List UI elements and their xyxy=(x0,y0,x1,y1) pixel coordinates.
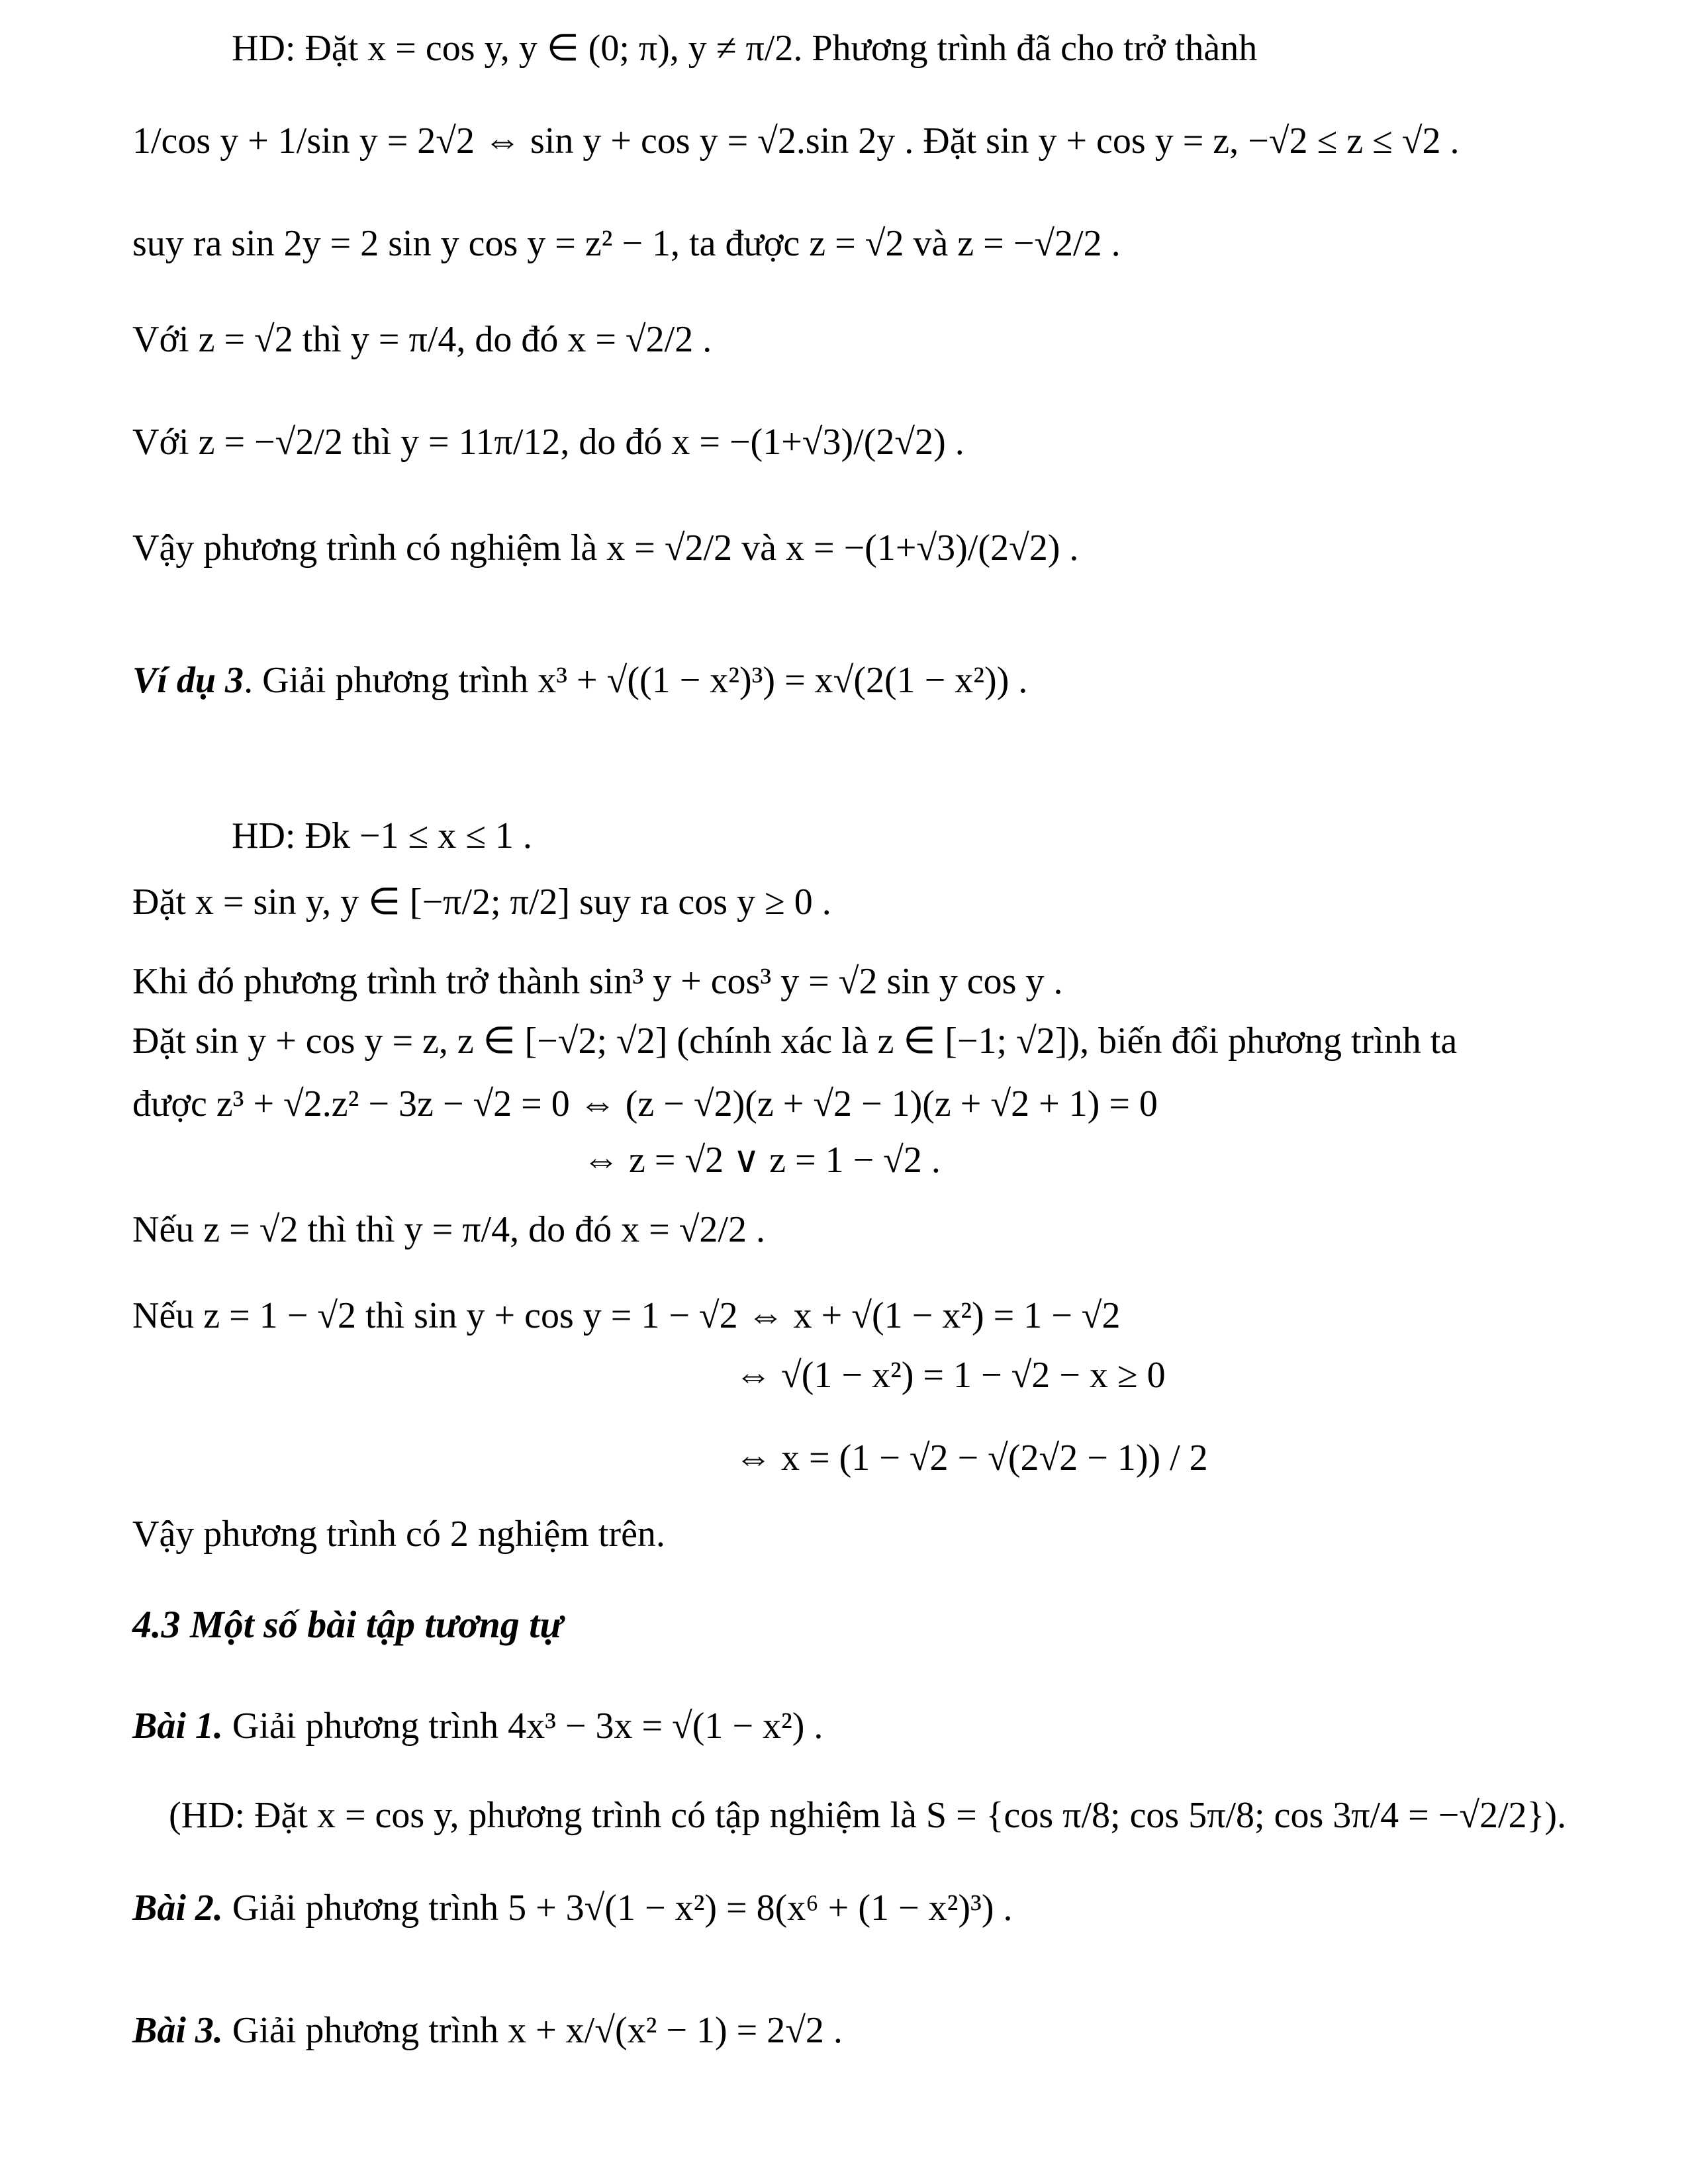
equation-line-2: 1/cos y + 1/sin y = 2√2 ⇔ sin y + cos y = √2.sin 2y . Đặt sin y + cos y = z, −√2 ≤ z ≤ √2 . xyxy=(132,120,1460,161)
line-4: Với z = √2 thì y = π/4, do đó x = √2/2 . xyxy=(132,319,712,360)
line-17: ⇔ x = (1 − √2 − √(2√2 − 1)) / 2 xyxy=(735,1437,1208,1479)
example-3-label: Ví dụ 3 xyxy=(132,660,244,701)
hd-condition: HD: Đk −1 ≤ x ≤ 1 . xyxy=(232,815,532,856)
hd-line-1: HD: Đặt x = cos y, y ∈ (0; π), y ≠ π/2. Phương trình đã cho trở thành xyxy=(232,28,1258,69)
line-12: được z³ + √2.z² − 3z − √2 = 0 ⇔ (z − √2)(z + √2 − 1)(z + √2 + 1) = 0 xyxy=(132,1083,1158,1124)
line-9: Đặt x = sin y, y ∈ [−π/2; π/2] suy ra cos y ≥ 0 . xyxy=(132,882,831,923)
line-6: Vậy phương trình có nghiệm là x = √2/2 và x = −(1+√3)/(2√2) . xyxy=(132,527,1079,569)
exercise-1 xyxy=(132,1704,823,1749)
exercise-1-label: Bài 1. xyxy=(132,1706,223,1747)
line-11: Đặt sin y + cos y = z, z ∈ [−√2; √2] (chính xác là z ∈ [−1; √2]), biến đổi phương trình ta xyxy=(132,1021,1458,1062)
exercise-2-text: Giải phương trình 5 + 3√(1 − x²) = 8(x⁶ + (1 − x²)³) . xyxy=(222,1888,1013,1929)
exercise-2 xyxy=(132,1886,1013,1931)
line-18: Vậy phương trình có 2 nghiệm trên. xyxy=(132,1514,665,1555)
exercise-2-label: Bài 2. xyxy=(132,1888,223,1929)
exercise-3-label: Bài 3. xyxy=(132,2010,223,2051)
line-14: Nếu z = √2 thì thì y = π/4, do đó x = √2/2 . xyxy=(132,1209,765,1250)
exercise-3-text: Giải phương trình x + x/√(x² − 1) = 2√2 . xyxy=(222,2010,843,2051)
line-3: suy ra sin 2y = 2 sin y cos y = z² − 1, ta được z = √2 và z = −√2/2 . xyxy=(132,223,1121,264)
exercise-1-hint: (HD: Đặt x = cos y, phương trình có tập nghiệm là S = {cos π/8; cos 5π/8; cos 3π/4 = −√2/2}). xyxy=(169,1795,1567,1836)
example-3-line xyxy=(132,659,1027,703)
line-15: Nếu z = 1 − √2 thì sin y + cos y = 1 − √2 ⇔ x + √(1 − x²) = 1 − √2 xyxy=(132,1295,1121,1336)
line-16: ⇔ √(1 − x²) = 1 − √2 − x ≥ 0 xyxy=(735,1355,1166,1396)
exercise-1-text: Giải phương trình 4x³ − 3x = √(1 − x²) . xyxy=(222,1706,823,1747)
section-heading: 4.3 Một số bài tập tương tự xyxy=(132,1603,563,1646)
line-10: Khi đó phương trình trở thành sin³ y + cos³ y = √2 sin y cos y . xyxy=(132,961,1063,1002)
line-13: ⇔ z = √2 ∨ z = 1 − √2 . xyxy=(583,1140,941,1181)
line-5: Với z = −√2/2 thì y = 11π/12, do đó x = −(1+√3)/(2√2) . xyxy=(132,422,964,463)
example-3-text: . Giải phương trình x³ + √((1 − x²)³) = x√(2(1 − x²)) . xyxy=(244,660,1028,701)
exercise-3 xyxy=(132,2009,843,2053)
